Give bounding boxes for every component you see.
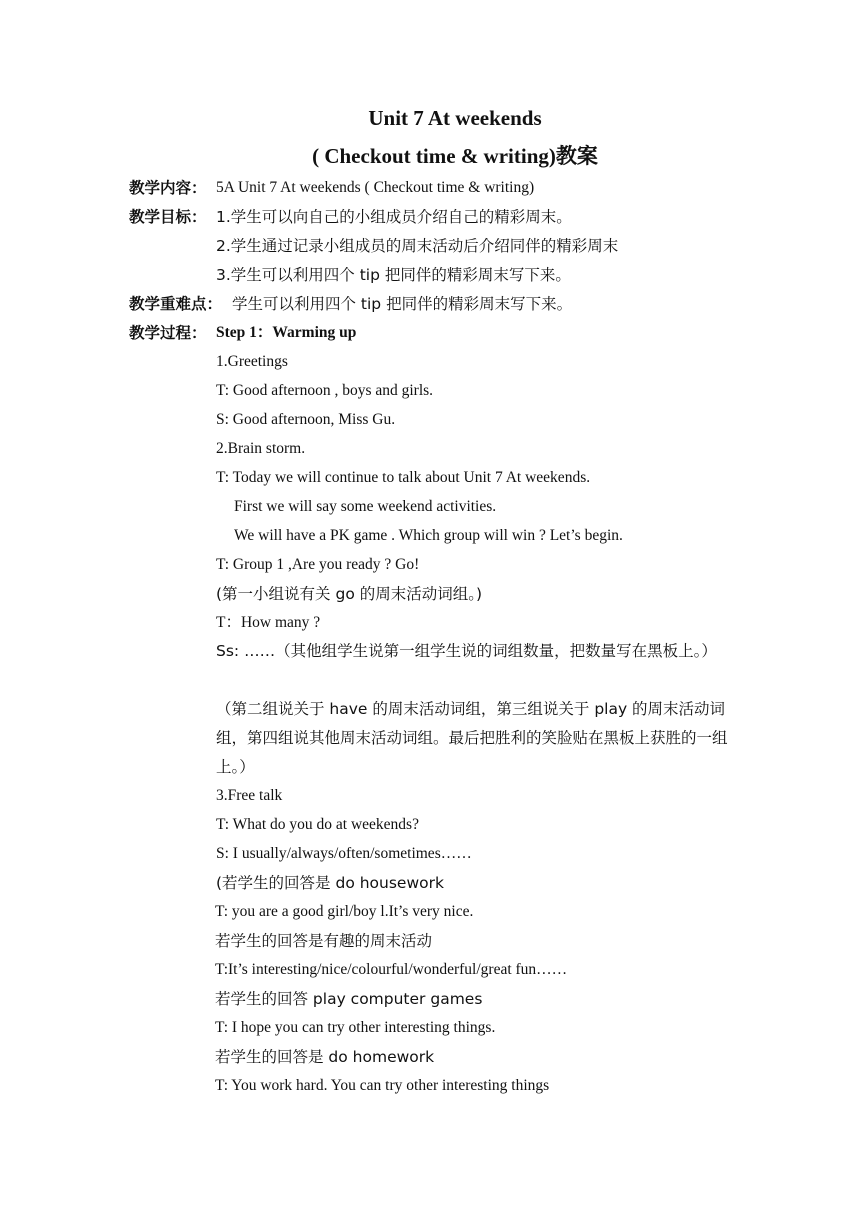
body-line: (若学生的回答是 do housework — [216, 874, 444, 892]
body-line: T: Today we will continue to talk about Unit 7 At weekends. — [216, 469, 591, 486]
content-label: 教学内容： — [129, 179, 207, 197]
body-line: T: Group 1 ,Are you ready ? Go! — [216, 556, 420, 573]
goal-1: 1.学生可以向自己的小组成员介绍自己的精彩周末。 — [216, 208, 572, 226]
body-line: 若学生的回答是有趣的周末活动 — [215, 932, 433, 950]
doc-title: Unit 7 At weekends — [368, 106, 542, 130]
body-line: 3.Free talk — [216, 787, 283, 804]
body-line: T：How many ? — [216, 614, 321, 631]
body-line: T: What do you do at weekends? — [216, 816, 419, 833]
body-paragraph: （第二组说关于 have 的周末活动词组，第三组说关于 play 的周末活动词组，第四组说其他周末活动词组。最后把胜利的笑脸贴在黑板上获胜的一组上。） — [216, 700, 728, 776]
body-line: 若学生的回答是 do homework — [215, 1048, 435, 1066]
body-line: S: I usually/always/often/sometimes…… — [216, 845, 472, 862]
body-line: S: Good afternoon, Miss Gu. — [216, 411, 396, 428]
doc-subtitle: ( Checkout time & writing)教案 — [312, 144, 598, 168]
key-points-value: 学生可以利用四个 tip 把同伴的精彩周末写下来。 — [232, 295, 573, 313]
goal-2: 2.学生通过记录小组成员的周末活动后介绍同伴的精彩周末 — [216, 237, 619, 255]
body-line: T: I hope you can try other interesting things. — [215, 1019, 496, 1036]
body-line: 若学生的回答 play computer games — [215, 990, 483, 1008]
goal-3: 3.学生可以利用四个 tip 把同伴的精彩周末写下来。 — [216, 266, 571, 284]
body-line: (第一小组说有关 go 的周末活动词组。) — [216, 585, 483, 603]
body-line: 1.Greetings — [216, 353, 288, 370]
body-line: We will have a PK game . Which group will win ? Let’s begin. — [234, 527, 623, 544]
process-label: 教学过程： — [129, 324, 207, 342]
body-line: T: You work hard. You can try other interesting things — [215, 1077, 550, 1094]
content-value: 5A Unit 7 At weekends ( Checkout time & writing) — [216, 179, 535, 196]
goals-label: 教学目标： — [129, 208, 207, 226]
key-points-label: 教学重难点： — [129, 295, 223, 313]
body-line: T:It’s interesting/nice/colourful/wonderful/great fun…… — [215, 961, 568, 978]
body-line: First we will say some weekend activities. — [234, 498, 497, 515]
step-1-heading: Step 1：Warming up — [216, 324, 357, 341]
body-line: 2.Brain storm. — [216, 440, 306, 457]
body-paragraph: Ss: ……（其他组学生说第一组学生说的词组数量，把数量写在黑板上。） — [216, 642, 717, 660]
body-line: T: Good afternoon , boys and girls. — [216, 382, 434, 399]
body-line: T: you are a good girl/boy l.It’s very nice. — [215, 903, 474, 920]
